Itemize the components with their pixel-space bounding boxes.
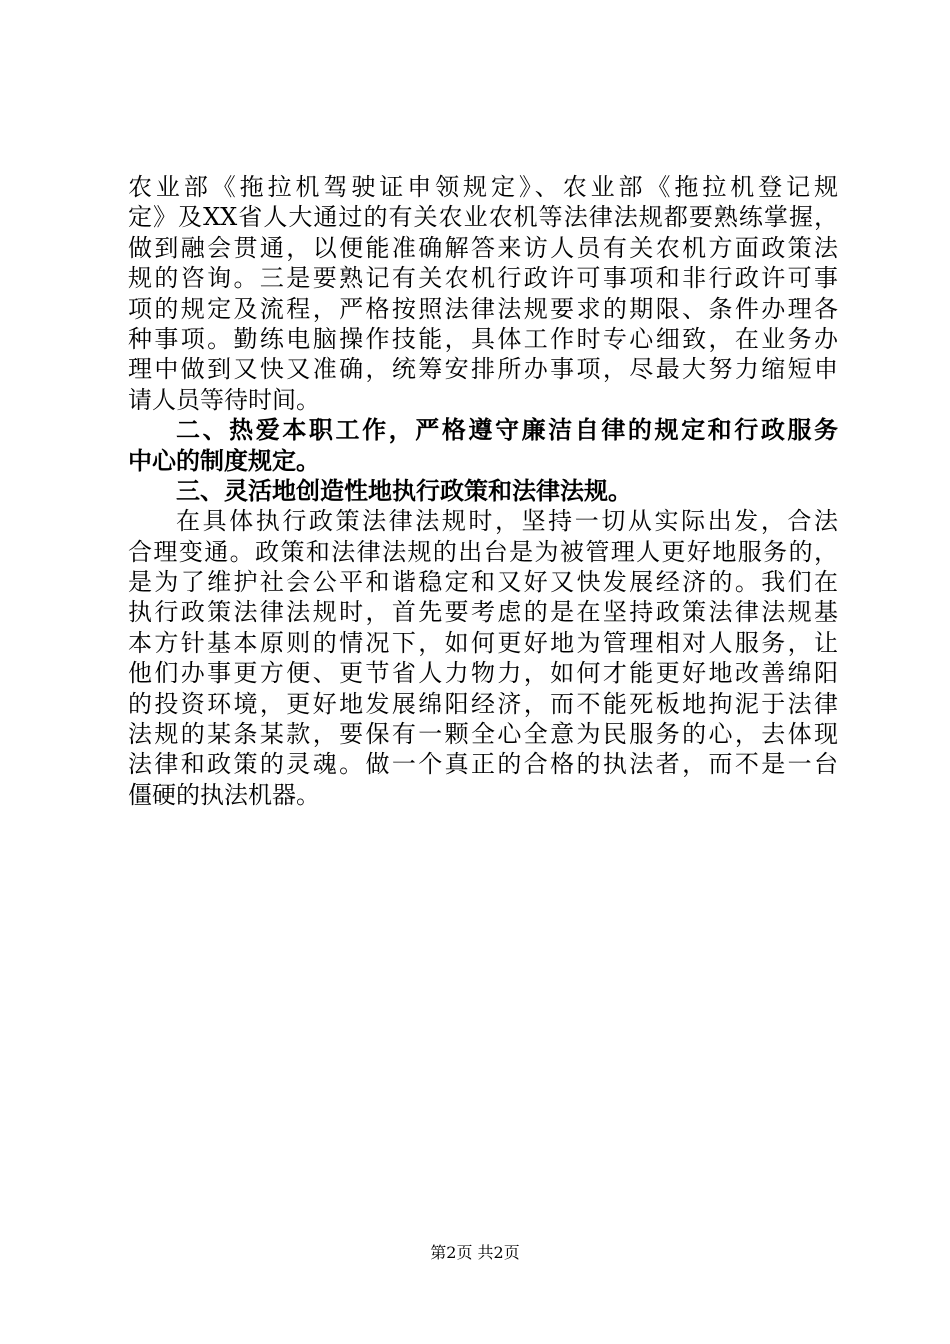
text-line: 法规的某条某款，要保有一颗全心全意为民服务的心，去体现	[128, 720, 838, 749]
document-body	[128, 172, 838, 810]
text-line: 的投资环境，更好地发展绵阳经济，而不能死板地拘泥于法律	[128, 689, 838, 718]
text-line: 种事项。勤练电脑操作技能，具体工作时专心细致，在业务办	[128, 324, 838, 353]
page-footer	[0, 1243, 950, 1263]
text-line: 本方针基本原则的情况下，如何更好地为管理相对人服务，让	[128, 628, 838, 657]
text-line: 定》及XX省人大通过的有关农业农机等法律法规都要熟练掌握，	[128, 203, 838, 232]
text-line: 执行政策法律法规时，首先要考虑的是在坚持政策法律法规基	[128, 598, 838, 627]
section-heading-3	[128, 476, 838, 506]
section-heading-2	[128, 415, 838, 476]
text-line: 理中做到又快又准确，统筹安排所办事项，尽最大努力缩短申	[128, 355, 838, 384]
body-paragraph-1	[128, 172, 838, 415]
text-line: 是为了维护社会公平和谐稳定和又好又快发展经济的。我们在	[128, 568, 838, 597]
heading-line: 三、灵活地创造性地执行政策和法律法规。	[176, 475, 632, 505]
page-number-label: 第2页 共2页	[430, 1243, 520, 1262]
text-line: 请人员等待时间。	[128, 385, 320, 414]
text-line: 项的规定及流程，严格按照法律法规要求的期限、条件办理各	[128, 294, 838, 323]
text-line: 他们办事更方便、更节省人力物力，如何才能更好地改善绵阳	[128, 659, 838, 688]
body-paragraph-2	[128, 506, 838, 810]
text-line: 做到融会贯通，以便能准确解答来访人员有关农机方面政策法	[128, 233, 838, 262]
heading-line: 中心的制度规定。	[128, 445, 320, 475]
text-line: 在具体执行政策法律法规时，坚持一切从实际出发，合法	[176, 507, 838, 536]
text-line: 合理变通。政策和法律法规的出台是为被管理人更好地服务的，	[128, 537, 838, 566]
text-line: 法律和政策的灵魂。做一个真正的合格的执法者，而不是一台	[128, 750, 838, 779]
text-line: 农业部《拖拉机驾驶证申领规定》、农业部《拖拉机登记规	[128, 173, 838, 201]
heading-line: 二、热爱本职工作，严格遵守廉洁自律的规定和行政服务	[176, 415, 838, 445]
text-line: 规的咨询。三是要熟记有关农机行政许可事项和非行政许可事	[128, 264, 838, 293]
text-line: 僵硬的执法机器。	[128, 780, 320, 809]
